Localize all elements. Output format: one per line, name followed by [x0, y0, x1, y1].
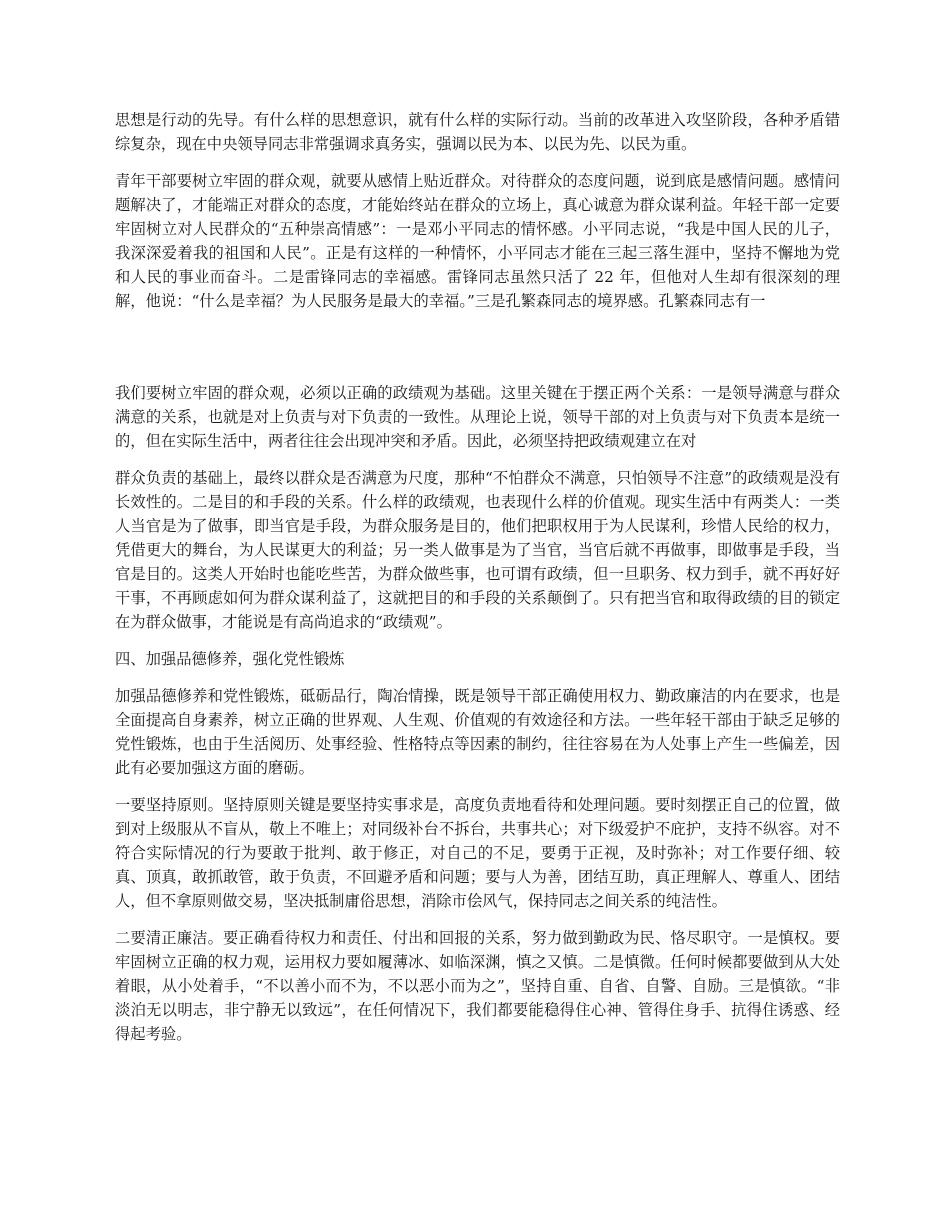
paragraph-4: 群众负责的基础上，最终以群众是否满意为尺度，那种“不怕群众不满意，只怕领导不注意”的政绩观是没有长效性的。二是目的和手段的关系。什么样的政绩观，也表现什么样的价值观。现实生活中有两类人：一类人当官是为了做事，即当官是手段，为群众服务是目的，他们把职权用于为人民谋利，珍惜人民给的权力，凭借更大的舞台，为人民谋更大的利益；另一类人做事是为了当官，当官后就不再做事，即做事是手段，当官是目的。这类人开始时也能吃些苦，为群众做些事，也可谓有政绩，但一旦职务、权力到手，就不再好好干事，不再顾虑如何为群众谋利益了，这就把目的和手段的关系颠倒了。只有把当官和取得政绩的目的锁定在为群众做事，才能说是有高尚追求的“政绩观”。	[115, 469, 840, 631]
paragraph-2: 青年干部要树立牢固的群众观，就要从感情上贴近群众。对待群众的态度问题，说到底是感情问题。感情问题解决了，才能端正对群众的态度，才能始终站在群众的立场上，真心诚意为群众谋利益。年轻干部一定要牢固树立对人民群众的“五种崇高情感”：一是邓小平同志的情怀感。小平同志说，“我是中国人民的儿子，我深深爱着我的祖国和人民”。正是有这样的一种情怀，小平同志才能在三起三落生涯中，坚持不懈地为党和人民的事业而奋斗。二是雷锋同志的幸福感。雷锋同志虽然只活了 22 年，但他对人生却有很深刻的理解，他说：“什么是幸福？为人民服务是最大的幸福。”三是孔繁森同志的境界感。孔繁森同志有一	[115, 172, 840, 310]
paragraph-gap	[115, 326, 840, 381]
paragraph-1: 思想是行动的先导。有什么样的思想意识，就有什么样的实际行动。当前的改革进入攻坚阶段，各种矛盾错综复杂，现在中央领导同志非常强调求真务实，强调以民为本、以民为先、以民为重。	[115, 111, 840, 153]
paragraph-6: 一要坚持原则。坚持原则关键是要坚持实事求是，高度负责地看待和处理问题。要时刻摆正自己的位置，做到对上级服从不盲从，敬上不唯上；对同级补台不拆台，共事共心；对下级爱护不庇护，支持不纵容。对不符合实际情况的行为要敢于批判、敢于修正，对自己的不足，要勇于正视，及时弥补；对工作要仔细、较真、顶真，敢抓敢管，敢于负责，不回避矛盾和问题；要与人为善，团结互助，真正理解人、尊重人、团结人，但不拿原则做交易，坚决抵制庸俗思想，消除市侩风气，保持同志之间关系的纯洁性。	[115, 796, 840, 910]
section-heading: 四、加强品德修养，强化党性锻炼	[115, 650, 345, 668]
paragraph-3: 我们要树立牢固的群众观，必须以正确的政绩观为基础。这里关键在于摆正两个关系：一是领导满意与群众满意的关系，也就是对上负责与对下负责的一致性。从理论上说，领导干部的对上负责与对下负责本是统一的，但在实际生活中，两者往往会出现冲突和矛盾。因此，必须坚持把政绩观建立在对	[115, 384, 840, 450]
paragraph-5: 加强品德修养和党性锻炼，砥砺品行，陶冶情操，既是领导干部正确使用权力、勤政廉洁的内在要求，也是全面提高自身素养，树立正确的世界观、人生观、价值观的有效途径和方法。一些年轻干部由于缺乏足够的党性锻炼，也由于生活阅历、处事经验、性格特点等因素的制约，往往容易在为人处事上产生一些偏差，因此有必要加强这方面的磨砺。	[115, 687, 840, 777]
paragraph-7: 二要清正廉洁。要正确看待权力和责任、付出和回报的关系，努力做到勤政为民、恪尽职守。一是慎权。要牢固树立正确的权力观，运用权力要如履薄冰、如临深渊，慎之又慎。二是慎微。任何时候都要做到从大处着眼，从小处着手，“不以善小而不为，不以恶小而为之”，坚持自重、自省、自警、自励。三是慎欲。“非淡泊无以明志，非宁静无以致远”，在任何情况下，我们都要能稳得住心神、管得住身手、抗得住诱惑、经得起考验。	[115, 929, 840, 1043]
document-body	[115, 108, 840, 1059]
